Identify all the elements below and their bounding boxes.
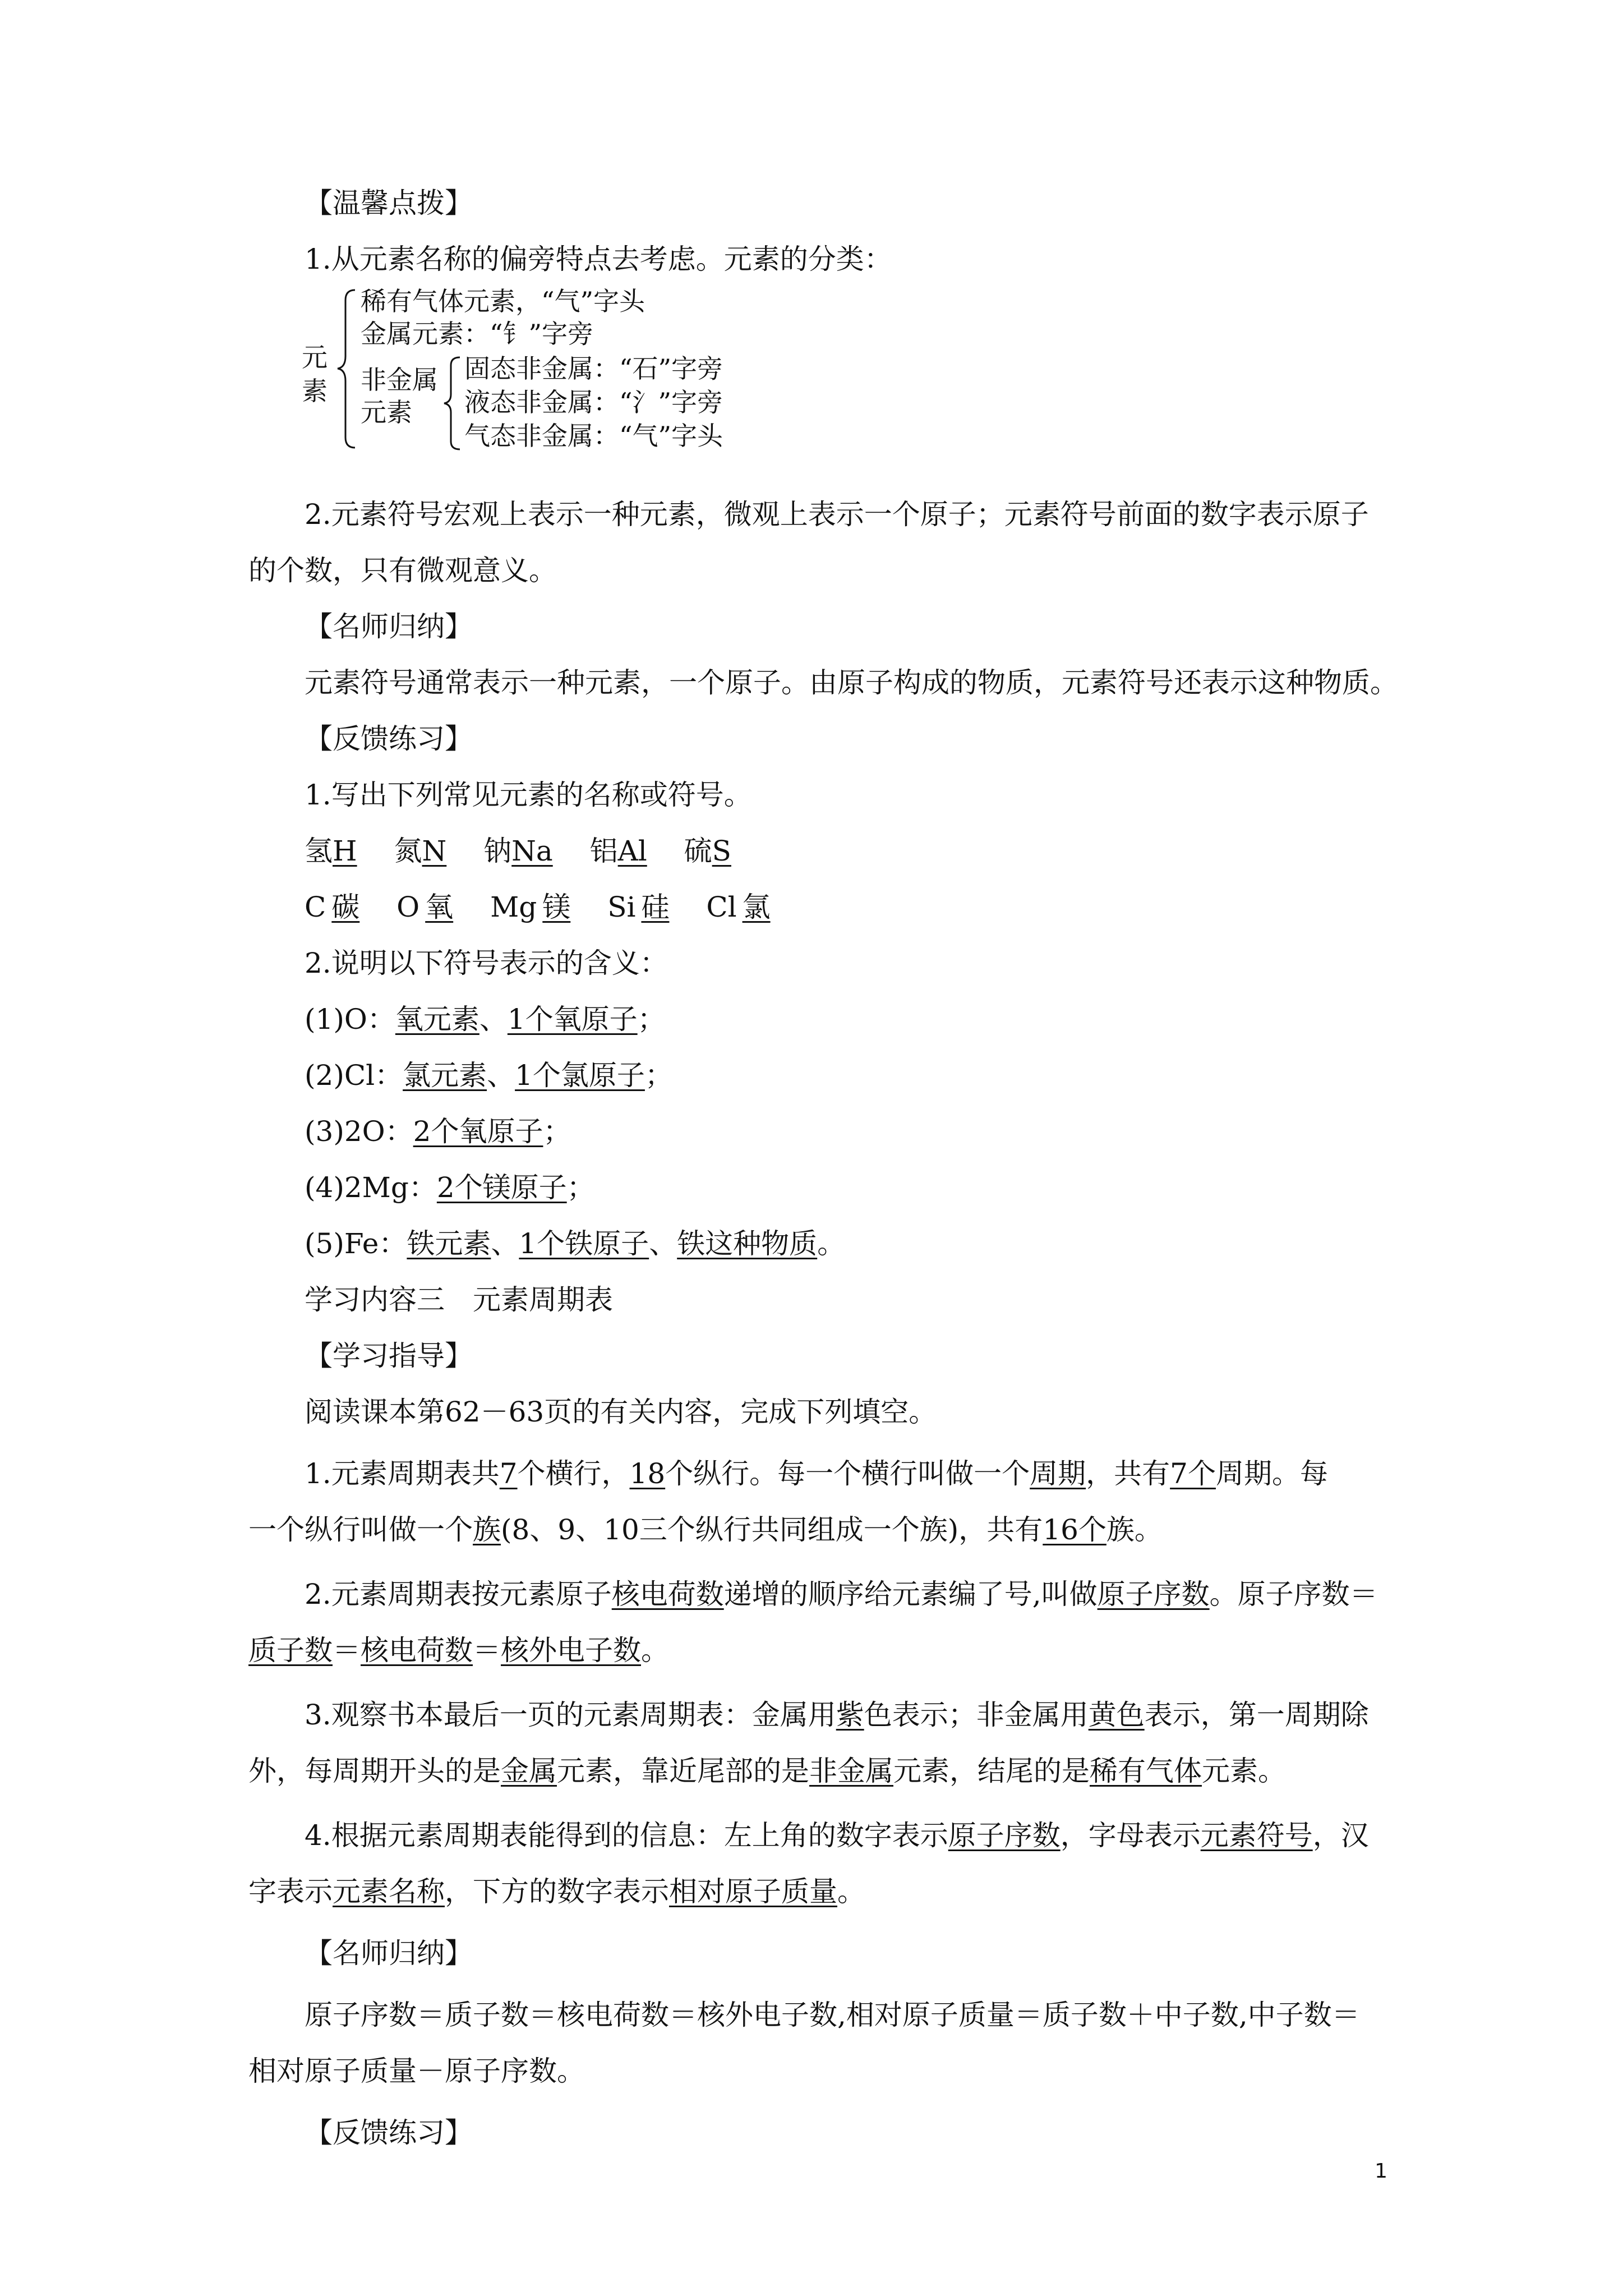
- summary1-text: 元素符号通常表示一种元素，一个原子。由原子构成的物质，元素符号还表示这种物质。: [305, 666, 1398, 699]
- answer-blank: 周期: [1030, 1457, 1086, 1490]
- text: 4.根据元素周期表能得到的信息：左上角的数字表示: [305, 1819, 948, 1852]
- text: 族。: [1106, 1513, 1163, 1546]
- answer-blank: 1个铁原子: [519, 1227, 649, 1260]
- answer-blank: 16个: [1043, 1513, 1106, 1546]
- text: ，字母表示: [1060, 1819, 1201, 1852]
- meaning-prefix: (3)2O：: [305, 1115, 413, 1148]
- rare-gas-item: 稀有气体元素，“气”字头: [361, 286, 645, 316]
- answer-blank: 黄色: [1088, 1699, 1145, 1731]
- section3-guide-text: 阅读课本第62－63页的有关内容，完成下列填空。: [305, 1396, 937, 1428]
- text: 2.元素周期表按元素原子: [305, 1578, 612, 1611]
- text: 表示，第一周期除: [1144, 1699, 1369, 1731]
- tips-item-2-line1: 2.元素符号宏观上表示一种元素，微观上表示一个原子；元素符号前面的数字表示原子: [305, 498, 1369, 531]
- metal-item: 金属元素：“钅”字旁: [361, 319, 594, 349]
- text: ，共有: [1086, 1457, 1170, 1490]
- answer-blank: 碳: [331, 891, 360, 923]
- answer-blank: 非金属: [809, 1755, 893, 1787]
- text: ，汉: [1312, 1819, 1369, 1852]
- tips-item-2-line2: 的个数，只有微观意义。: [248, 554, 557, 587]
- text: 一个纵行叫做一个: [248, 1513, 473, 1546]
- section3-title: 学习内容三 元素周期表: [305, 1283, 613, 1316]
- answer-blank: 核电荷数: [611, 1578, 724, 1611]
- element-row-1: [305, 833, 731, 869]
- end-mark: ；: [566, 1171, 595, 1204]
- p2-line1: [305, 1576, 1378, 1613]
- answer-blank: 核外电子数: [501, 1634, 641, 1667]
- p4-line1: [305, 1818, 1369, 1854]
- answer-blank: 氯元素: [403, 1059, 487, 1092]
- summary1-heading: 【名师归纳】: [305, 610, 473, 643]
- text: 元素，靠近尾部的是: [557, 1755, 809, 1787]
- gas-nonmetal-item: 气态非金属：“气”字头: [464, 421, 723, 451]
- element-name: 氮: [394, 835, 422, 867]
- answer-blank: 金属: [501, 1755, 557, 1787]
- answer-blank: 1个氯原子: [515, 1059, 645, 1092]
- element-row-2: [305, 889, 771, 926]
- text: 个横行，: [517, 1457, 630, 1490]
- text: 。: [641, 1634, 669, 1667]
- p3-line2: [248, 1753, 1286, 1789]
- separator: 、: [491, 1227, 519, 1260]
- feedback1-heading: 【反馈练习】: [305, 723, 473, 755]
- tips-heading: 【温馨点拨】: [305, 187, 473, 219]
- answer-blank: 元素符号: [1200, 1819, 1313, 1852]
- p4-line2: [248, 1874, 865, 1910]
- text: 3.观察书本最后一页的元素周期表：金属用: [305, 1699, 836, 1731]
- answer-blank: 原子序数: [948, 1819, 1061, 1852]
- meaning-prefix: (4)2Mg：: [305, 1171, 437, 1204]
- root-label-1: 元: [302, 342, 328, 372]
- element-name: 氢: [305, 835, 333, 867]
- liquid-nonmetal-item: 液态非金属：“氵”字旁: [464, 387, 723, 417]
- meaning-3: [305, 1114, 571, 1150]
- p2-line2: [248, 1632, 669, 1669]
- answer-blank: 铁元素: [407, 1227, 491, 1260]
- text: 字表示: [248, 1875, 333, 1908]
- text: 元素。: [1202, 1755, 1286, 1787]
- answer-blank: 氧: [425, 891, 454, 923]
- element-symbol: Mg: [490, 891, 537, 923]
- answer-blank: 铁这种物质: [677, 1227, 818, 1260]
- separator: 、: [649, 1227, 677, 1260]
- answer-blank: 相对原子质量: [669, 1875, 837, 1908]
- text: (8、9、10三个纵行共同组成一个族)，共有: [501, 1513, 1043, 1546]
- element-symbol: C: [305, 891, 326, 923]
- summary2-heading: 【名师归纳】: [305, 1937, 473, 1970]
- element-name: 铝: [589, 835, 618, 867]
- answer-blank: 18: [629, 1457, 666, 1490]
- text: 递增的顺序给元素编了号,叫做: [723, 1578, 1098, 1611]
- answer-blank: 紫: [836, 1699, 864, 1731]
- text: 色表示；非金属用: [864, 1699, 1089, 1731]
- answer-blank: 氧元素: [395, 1003, 479, 1036]
- answer-blank: 1个氧原子: [507, 1003, 638, 1036]
- text: 个纵行。每一个横行叫做一个: [665, 1457, 1030, 1490]
- end-mark: 。: [817, 1227, 846, 1260]
- answer-blank: N: [422, 835, 447, 867]
- answer-blank: S: [712, 835, 731, 867]
- end-mark: ；: [543, 1115, 571, 1148]
- meaning-prefix: (1)O：: [305, 1003, 395, 1036]
- separator: 、: [487, 1059, 515, 1092]
- answer-blank: 镁: [542, 891, 571, 923]
- root-label-2: 素: [302, 376, 328, 406]
- answer-blank: Al: [617, 835, 647, 867]
- answer-blank: 7: [499, 1457, 518, 1490]
- answer-blank: Na: [511, 835, 553, 867]
- nonmetal-label-2: 元素: [361, 397, 412, 427]
- answer-blank: 稀有气体: [1090, 1755, 1202, 1787]
- section3-guide-heading: 【学习指导】: [305, 1340, 473, 1372]
- text: 。: [837, 1875, 865, 1908]
- separator: 、: [479, 1003, 508, 1036]
- nonmetal-label-1: 非金属: [361, 365, 438, 395]
- meaning-4: [305, 1170, 595, 1206]
- p1-line2: [248, 1512, 1163, 1548]
- answer-blank: H: [333, 835, 357, 867]
- text: ，下方的数字表示: [445, 1875, 669, 1908]
- tips-item-1: 1.从元素名称的偏旁特点去考虑。元素的分类：: [305, 243, 892, 275]
- feedback1-q2: 2.说明以下符号表示的含义：: [305, 947, 668, 979]
- solid-nonmetal-item: 固态非金属：“石”字旁: [464, 353, 723, 384]
- p3-line1: [305, 1697, 1369, 1733]
- element-symbol: Si: [607, 891, 636, 923]
- answer-blank: 质子数: [248, 1634, 333, 1667]
- text: 周期。每: [1215, 1457, 1328, 1490]
- end-mark: ；: [644, 1059, 673, 1092]
- meaning-5: [305, 1226, 845, 1262]
- element-name: 硫: [684, 835, 712, 867]
- text: 1.元素周期表共: [305, 1457, 500, 1490]
- answer-blank: 原子序数: [1097, 1578, 1210, 1611]
- element-classification-diagram: [248, 286, 865, 454]
- page-number: 1: [1375, 2160, 1387, 2183]
- text: ＝: [473, 1634, 501, 1667]
- answer-blank: 氯: [742, 891, 771, 923]
- text: 外，每周期开头的是: [248, 1755, 501, 1787]
- element-name: 钠: [483, 835, 512, 867]
- text: 。原子序数＝: [1209, 1578, 1378, 1611]
- end-mark: ；: [637, 1003, 666, 1036]
- inner-brace-icon: [442, 356, 462, 452]
- answer-blank: 2个镁原子: [436, 1171, 567, 1204]
- element-symbol: O: [396, 891, 420, 923]
- meaning-prefix: (2)Cl：: [305, 1059, 403, 1092]
- feedback2-heading: 【反馈练习】: [305, 2116, 473, 2149]
- summary2-line1: 原子序数＝质子数＝核电荷数＝核外电子数,相对原子质量＝质子数＋中子数,中子数＝: [305, 1999, 1360, 2031]
- answer-blank: 2个氧原子: [413, 1115, 543, 1148]
- answer-blank: 族: [473, 1513, 501, 1546]
- summary2-line2: 相对原子质量－原子序数。: [248, 2055, 585, 2087]
- element-symbol: Cl: [706, 891, 737, 923]
- answer-blank: 7个: [1170, 1457, 1216, 1490]
- text: 元素，结尾的是: [893, 1755, 1090, 1787]
- feedback1-q1: 1.写出下列常见元素的名称或符号。: [305, 779, 752, 811]
- answer-blank: 硅: [641, 891, 670, 923]
- p1-line1: [305, 1456, 1328, 1492]
- meaning-1: [305, 1001, 666, 1038]
- meaning-prefix: (5)Fe：: [305, 1227, 407, 1260]
- text: ＝: [333, 1634, 361, 1667]
- answer-blank: 元素名称: [333, 1875, 445, 1908]
- answer-blank: 核电荷数: [361, 1634, 473, 1667]
- outer-brace-icon: [335, 289, 358, 449]
- meaning-2: [305, 1057, 673, 1094]
